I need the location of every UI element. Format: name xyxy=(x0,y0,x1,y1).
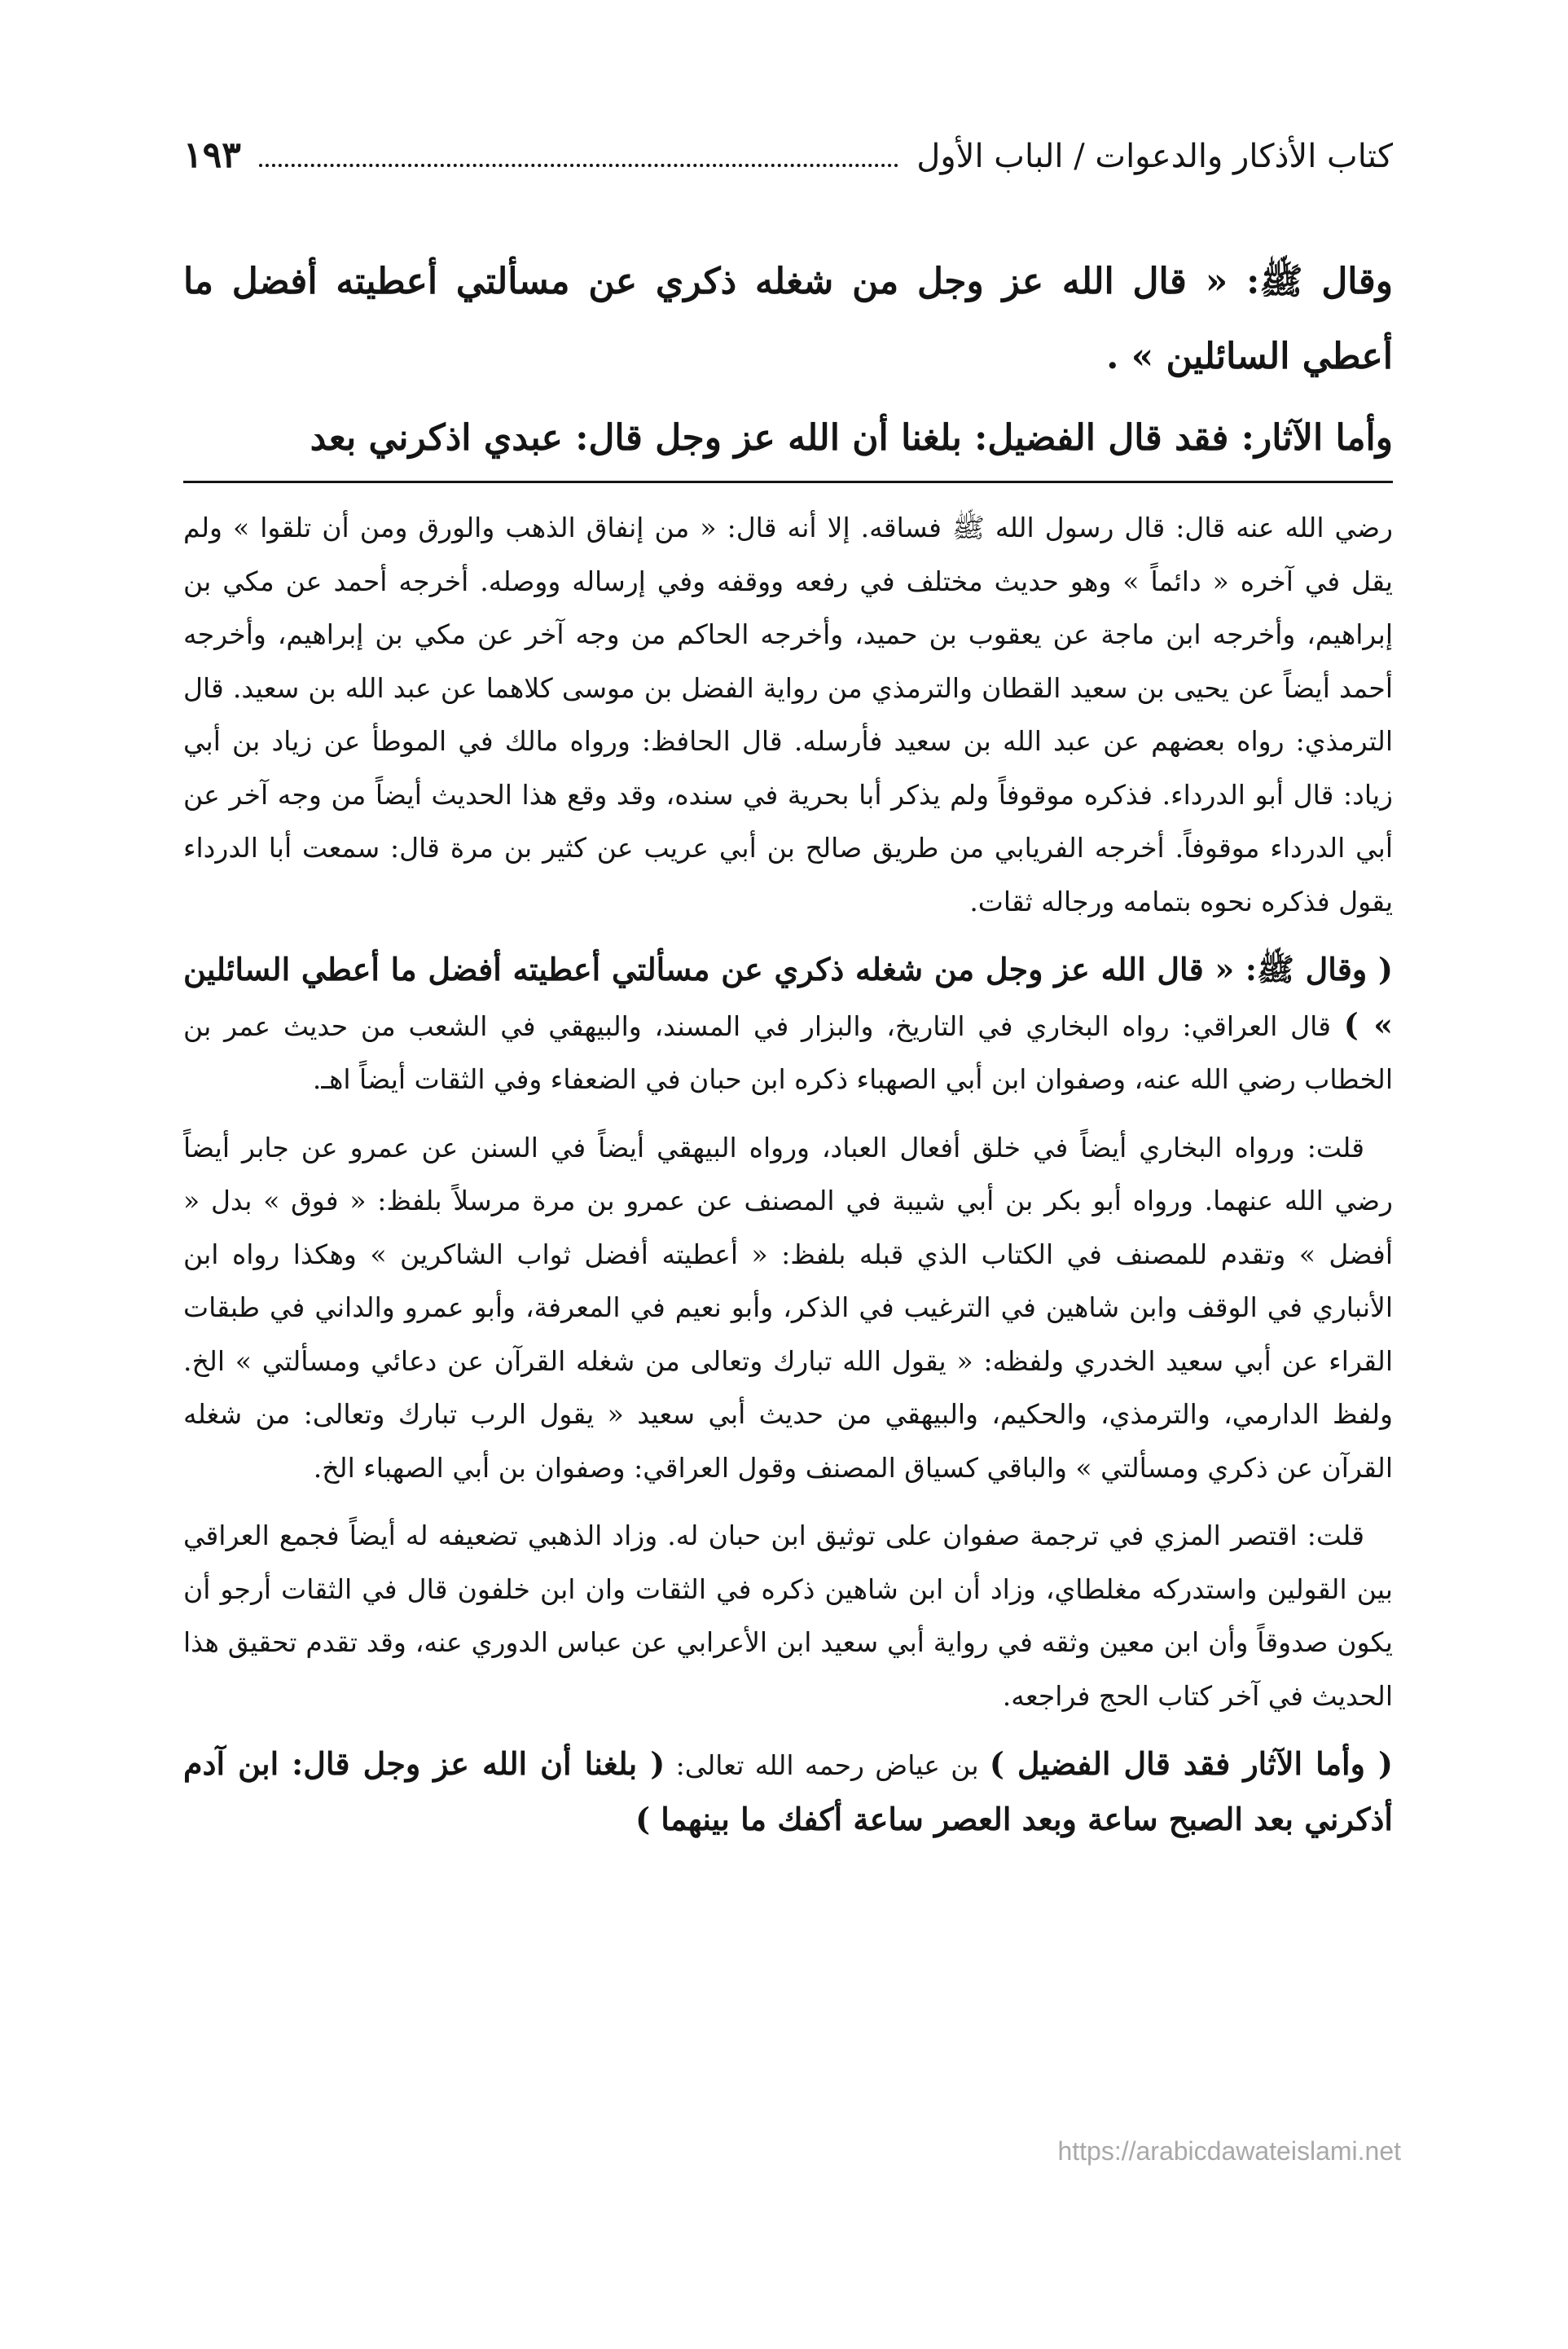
running-header xyxy=(183,134,1393,200)
commentary-paragraph-3: قلت: ورواه البخاري أيضاً في خلق أفعال العباد، ورواه البيهقي أيضاً في السنن عن عمرو عن جابر أيضاً رضي الله عنهما. ورواه أبو بكر بن أبي شيبة في المصنف عن عمرو بن مرة مرسلاً بلفظ: « فوق » بدل « أفضل » وتقدم للمصنف في الكتاب الذي قبله بلفظ: « أعطيته أفضل ثواب الشاكرين » وهكذا رواه ابن الأنباري في الوقف وابن شاهين في الترغيب في الذكر، وأبو نعيم في المعرفة، وأبو عمرو والداني في طبقات القراء عن أبي سعيد الخدري ولفظه: « يقول الله تبارك وتعالى من شغله القرآن عن دعائي ومسألتي » الخ. ولفظ الدارمي، والترمذي، والحكيم، والبيهقي من حديث أبي سعيد « يقول الرب تبارك وتعالى: من شغله القرآن عن ذكري ومسألتي » والباقي كسياق المصنف وقول العراقي: وصفوان بن أبي الصهباء الخ. xyxy=(183,1131,1393,1484)
commentary-paragraph-1: رضي الله عنه قال: قال رسول الله ﷺ فساقه. إلا أنه قال: « من إنفاق الذهب والورق ومن أن تلقوا » ولم يقل في آخره « دائماً » وهو حديث مختلف في رفعه ووقفه وفي إرساله ووصله. أخرجه أحمد عن مكي بن إبراهيم، وأخرجه ابن ماجة عن يعقوب بن حميد، وأخرجه الحاكم من وجه آخر عن مكي بن إبراهيم، وأخرجه أحمد أيضاً عن يحيى بن سعيد القطان والترمذي من رواية الفضل بن موسى كلاهما عن عبد الله بن سعيد. قال الترمذي: رواه بعضهم عن عبد الله بن سعيد فأرسله. قال الحافظ: ورواه مالك في الموطأ عن زياد بن أبي زياد: قال أبو الدرداء. فذكره موقوفاً ولم يذكر أبا بحرية في سنده، وقد وقع هذا الحديث أيضاً من وجه آخر عن أبي الدرداء موقوفاً. أخرجه الفريابي من طريق صالح بن أبي عريب عن كثير بن مرة قال: سمعت أبا الدرداء يقول فذكره نحوه بتمامه ورجاله ثقات. xyxy=(183,512,1393,917)
commentary-paragraph-5 xyxy=(183,1737,1393,1847)
main-text xyxy=(183,244,1393,476)
header-leader-dots xyxy=(259,144,898,167)
commentary-text xyxy=(183,501,1393,1847)
main-paragraph-hadith: وقال ﷺ: « قال الله عز وجل من شغله ذكري عن مسألتي أعطيته أفضل ما أعطي السائلين » . xyxy=(183,261,1393,377)
commentary-paragraph-2 xyxy=(183,943,1393,1106)
source-watermark: https://arabicdawateislami.net xyxy=(1057,2136,1401,2166)
quoted-athar: ( بلغنا أن الله عز وجل قال: ابن آدم أذكرني بعد الصبح ساعة وبعد العصر ساعة أكفك ما بينهما ) xyxy=(183,1745,1393,1837)
quoted-hadith: ( وقال ﷺ: « قال الله عز وجل من شغله ذكري عن مسألتي أعطيته أفضل ما أعطي السائلين » ) xyxy=(183,951,1393,1043)
chapter-title: كتاب الأذكار والدعوات / الباب الأول xyxy=(916,138,1393,175)
commentary-paragraph-4: قلت: اقتصر المزي في ترجمة صفوان على توثيق ابن حبان له. وزاد الذهبي تضعيفه له أيضاً فجمع العراقي بين القولين واستدركه مغلطاي، وزاد أن ابن شاهين ذكره في الثقات وان ابن خلفون قال في الثقات أرجو أن يكون صدوقاً وأن ابن معين وثقه في رواية أبي سعيد ابن الأعرابي عن عباس الدوري عنه، وقد تقدم تحقيق هذا الحديث في آخر كتاب الحج فراجعه. xyxy=(183,1520,1393,1712)
commentary-paragraph-2-text: قال العراقي: رواه البخاري في التاريخ، والبزار في المسند، والبيهقي في الشعب من حديث عمر بن الخطاب رضي الله عنه، وصفوان ابن أبي الصهباء ذكره ابن حبان في الضعفاء وفي الثقات أيضاً اهـ. xyxy=(183,1010,1393,1095)
page-number: ١٩٣ xyxy=(183,134,241,176)
separator-rule xyxy=(183,481,1393,483)
commentary-paragraph-5-text: بن عياض رحمه الله تعالى: xyxy=(665,1749,990,1781)
main-paragraph-athar: وأما الآثار: فقد قال الفضيل: بلغنا أن الله عز وجل قال: عبدي اذكرني بعد xyxy=(310,417,1393,459)
quoted-athar-heading: ( وأما الآثار فقد قال الفضيل ) xyxy=(989,1745,1393,1782)
